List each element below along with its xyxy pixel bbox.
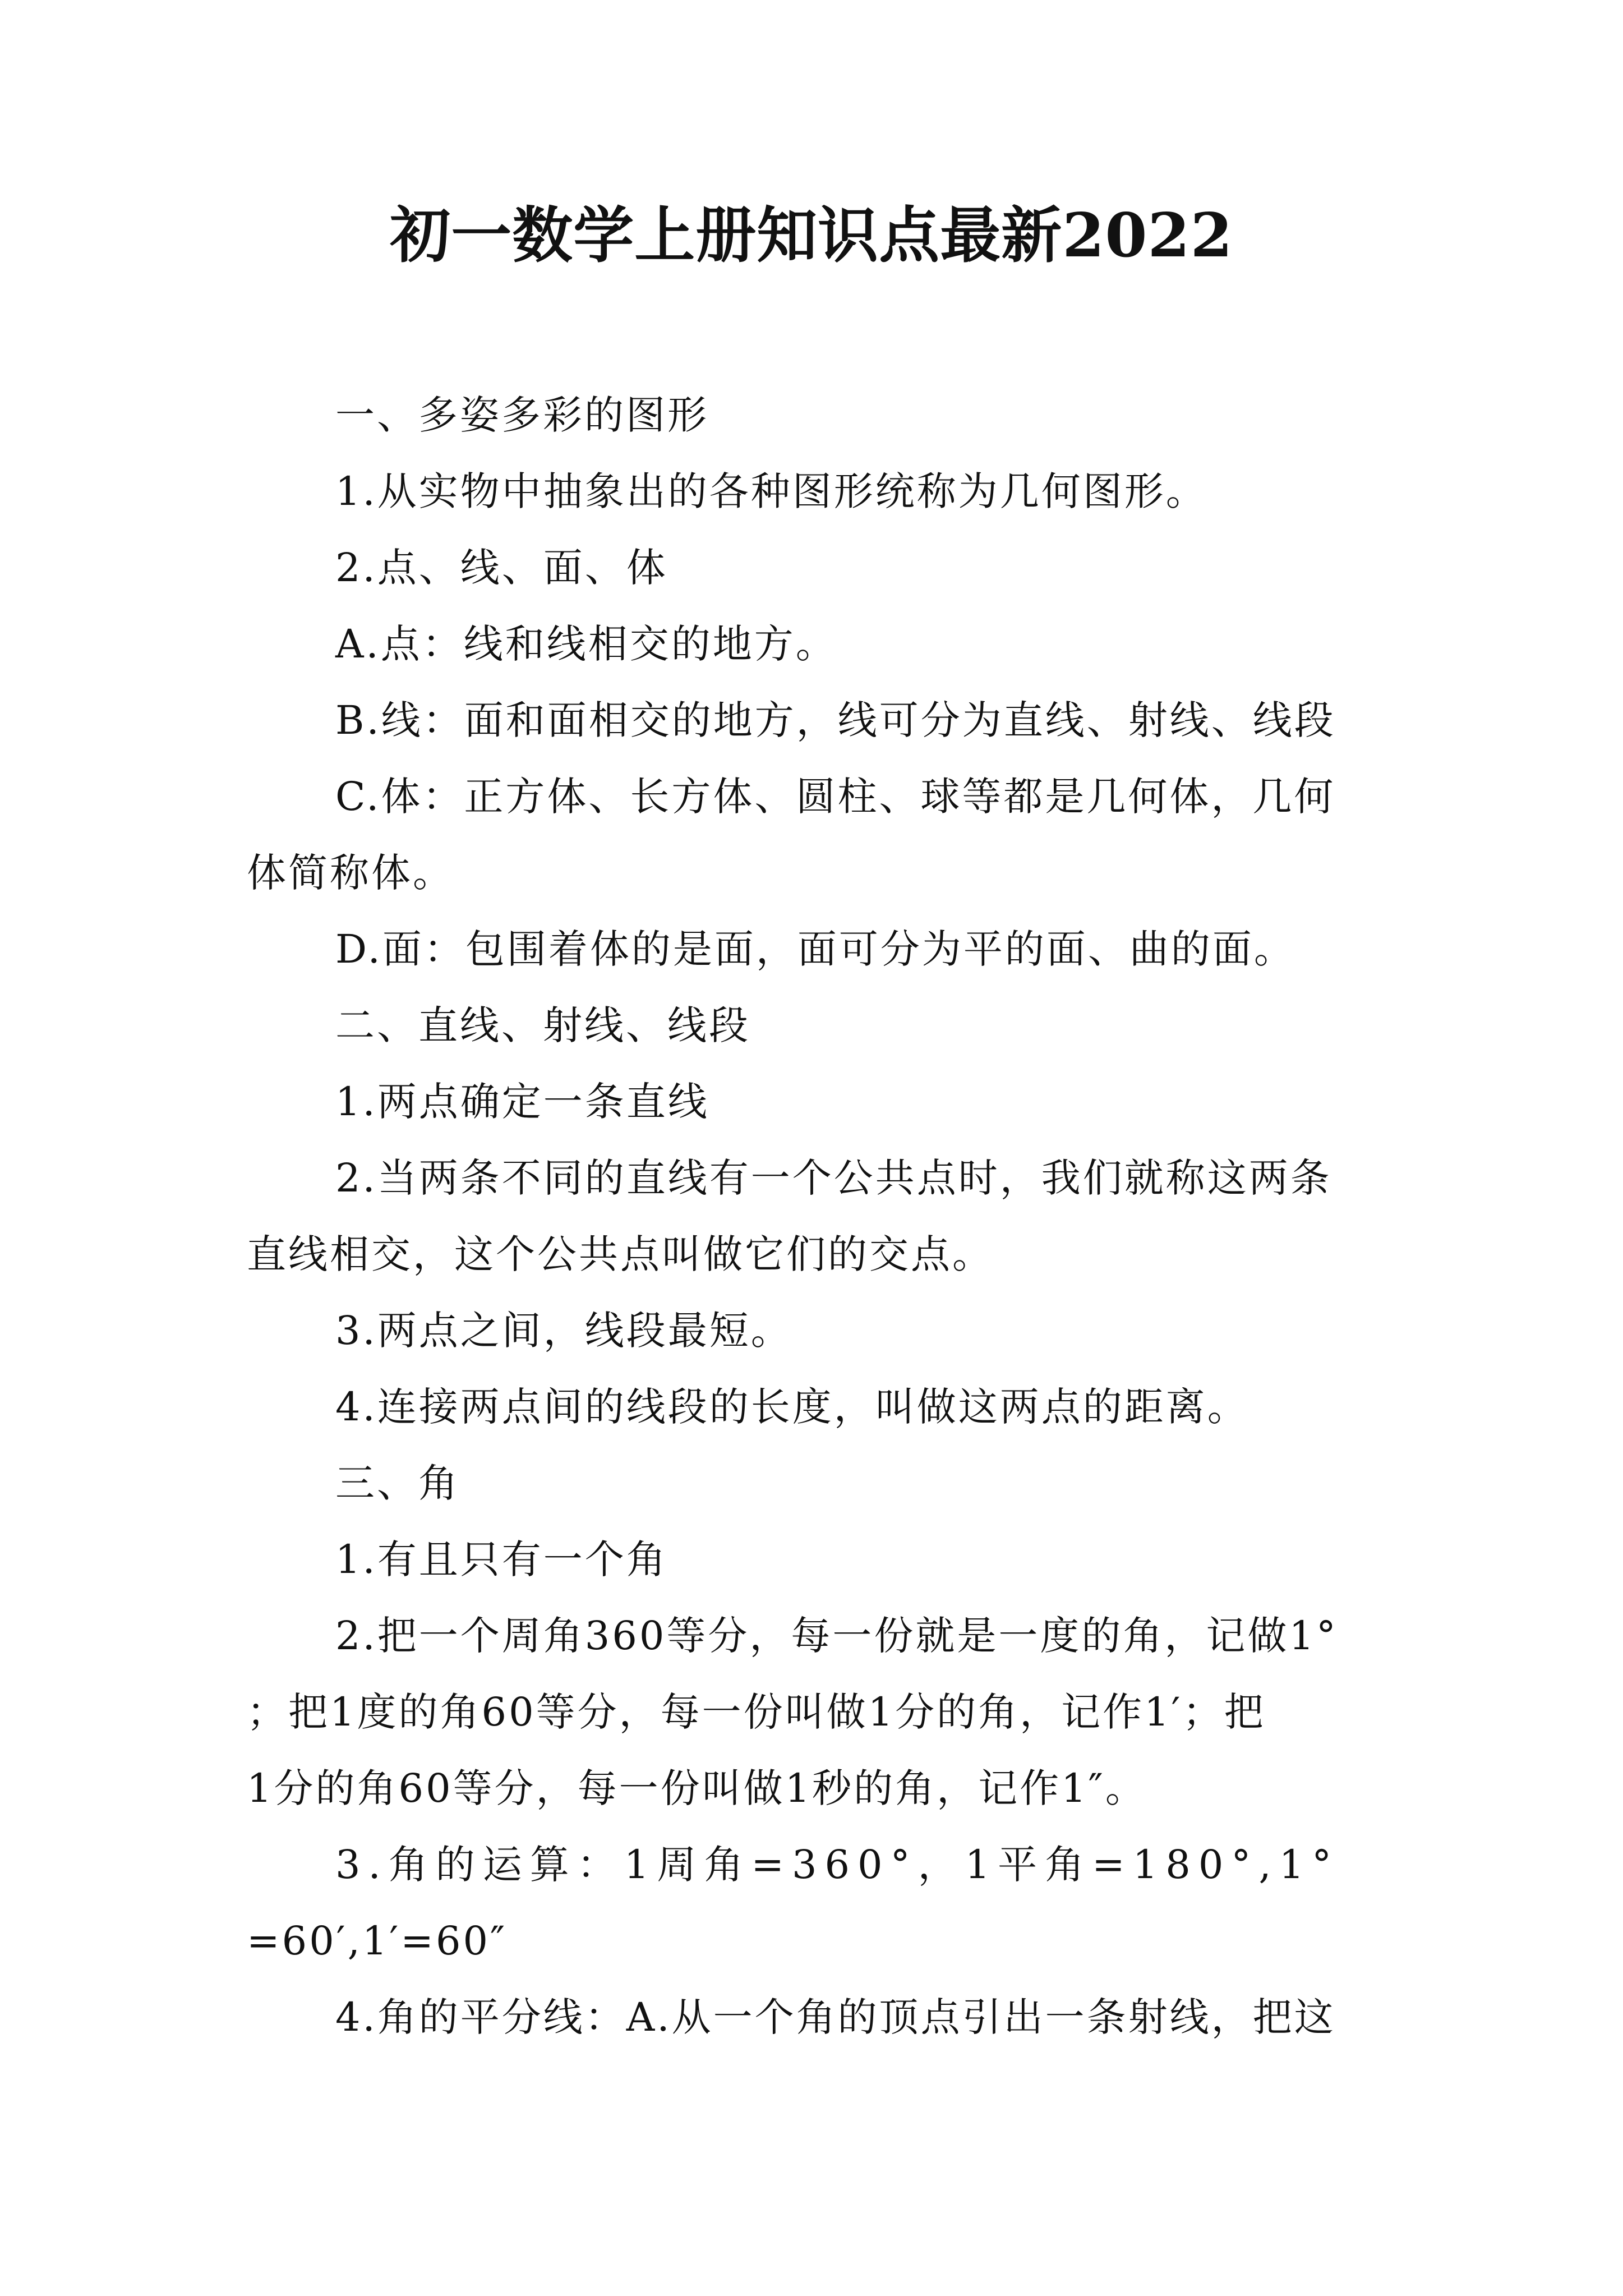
paragraph-line-continued: ；把1度的角60等分，每一份叫做1分的角，记作1′；把 (247, 1689, 1266, 1735)
document-title: 初一数学上册知识点最新2022 (390, 200, 1233, 271)
paragraph-line: 2.当两条不同的直线有一个公共点时，我们就称这两条 (335, 1155, 1332, 1201)
section-heading-2: 二、直线、射线、线段 (335, 1002, 750, 1048)
paragraph-line-continued: 1分的角60等分，每一份叫做1秒的角，记作1″。 (247, 1765, 1147, 1811)
paragraph-line: 3.角的运算：1周角=360°，1平角=180°,1° (335, 1842, 1340, 1888)
section-heading-1: 一、多姿多彩的图形 (335, 392, 709, 438)
paragraph-line-continued: 体简称体。 (247, 850, 454, 896)
paragraph-line-continued: =60′,1′=60″ (247, 1918, 508, 1964)
paragraph-line: C.体：正方体、长方体、圆柱、球等都是几何体，几何 (335, 774, 1336, 820)
paragraph-line: 4.连接两点间的线段的长度，叫做这两点的距离。 (335, 1384, 1249, 1430)
paragraph-line: D.面：包围着体的是面，面可分为平的面、曲的面。 (335, 926, 1295, 972)
paragraph-line: 4.角的平分线：A.从一个角的顶点引出一条射线，把这 (335, 1994, 1336, 2040)
paragraph-line: 2.点、线、面、体 (335, 545, 668, 591)
paragraph-line-continued: 直线相交，这个公共点叫做它们的交点。 (247, 1231, 994, 1277)
paragraph-line: 1.从实物中抽象出的各种图形统称为几何图形。 (335, 468, 1207, 514)
paragraph-line: 2.把一个周角360等分，每一份就是一度的角，记做1° (335, 1613, 1338, 1659)
paragraph-line: B.线：面和面相交的地方，线可分为直线、射线、线段 (335, 697, 1336, 743)
paragraph-line: 3.两点之间，线段最短。 (335, 1308, 792, 1354)
section-heading-3: 三、角 (335, 1460, 460, 1506)
paragraph-line: 1.有且只有一个角 (335, 1536, 668, 1582)
paragraph-line: A.点：线和线相交的地方。 (335, 621, 837, 667)
paragraph-line: 1.两点确定一条直线 (335, 1079, 709, 1125)
